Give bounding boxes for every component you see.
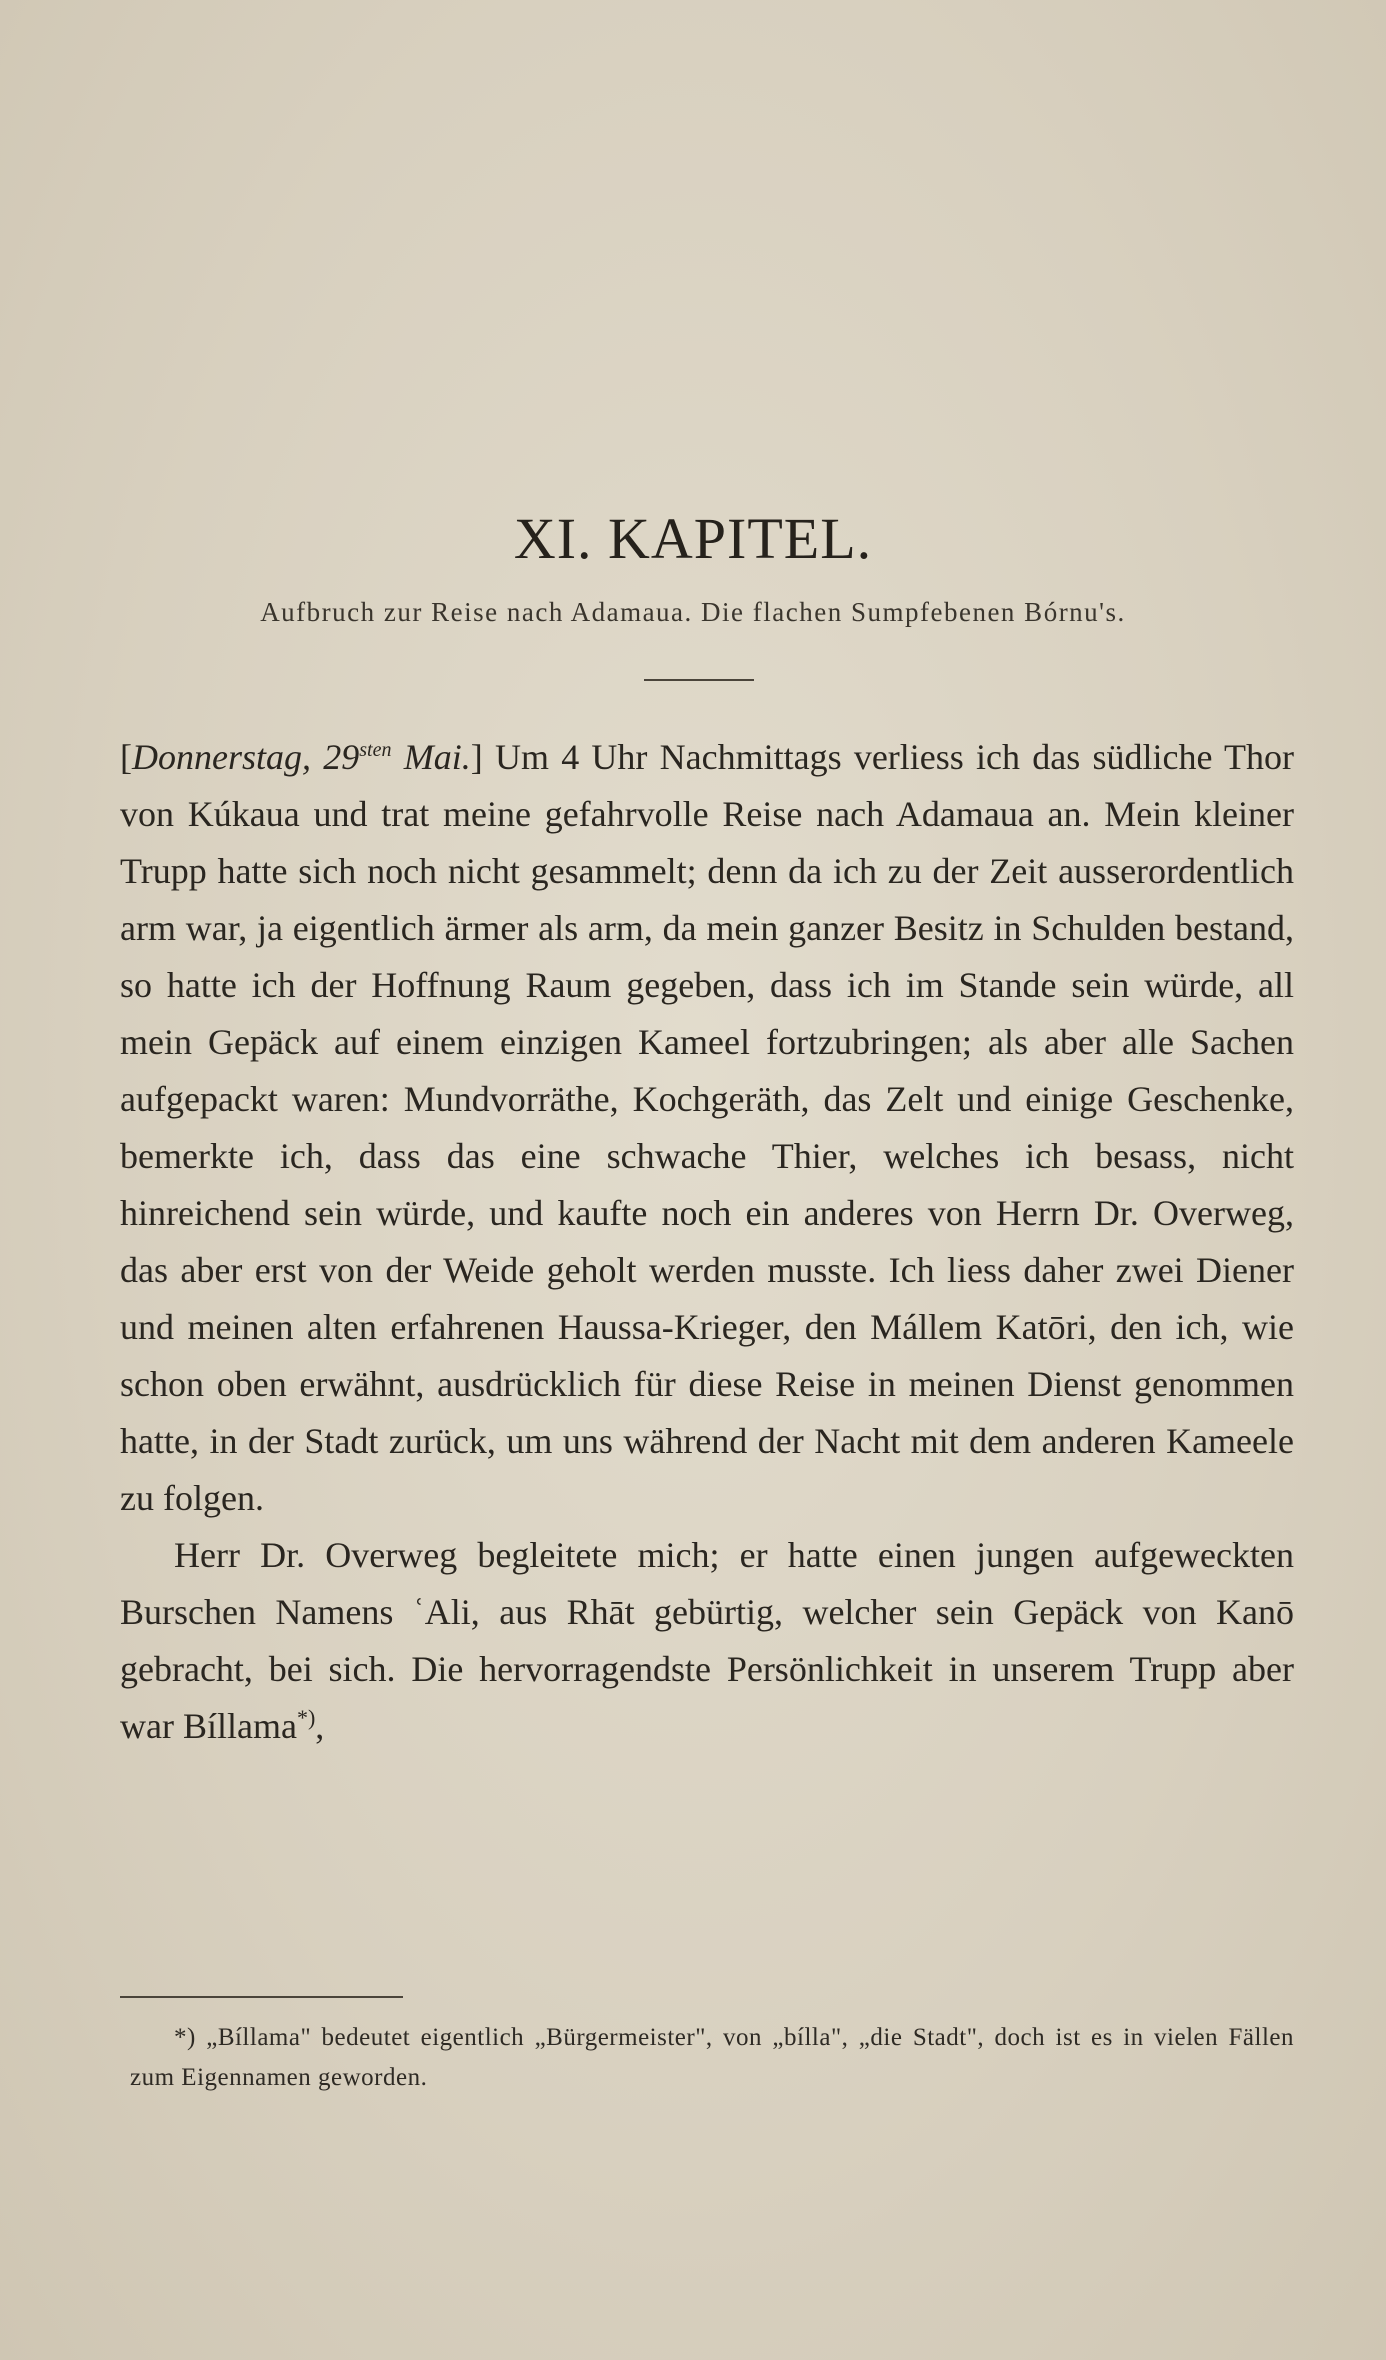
chapter-subtitle: Aufbruch zur Reise nach Adamaua. Die flachen Sumpfebenen Bórnu's. xyxy=(260,597,1126,627)
footnote-divider xyxy=(120,1996,403,1998)
dateline-number: 29 xyxy=(323,737,360,777)
footnote-text: „Bíllama" bedeutet eigentlich „Bürgermeister", von „bílla", „die Stadt", doch ist es in vielen Fällen zum Eigennamen geworden. xyxy=(130,2024,1295,2091)
dateline xyxy=(132,737,471,777)
paragraph-2-text: Herr Dr. Overweg begleitete mich; er hatte einen jungen aufgeweckten Burschen Namens ʿAli, aus Rhāt gebürtig, welcher sein Gepäck von Kanō gebracht, bei sich. Die hervorragendste Persönlichkeit in unserem Trupp aber war Bíllama xyxy=(120,1535,1294,1746)
footnote-reference: *) xyxy=(296,1705,316,1730)
body-text xyxy=(120,722,1294,1755)
paragraph-1: [Donnerstag, $29^{sten}$ Mai.] Um 4 Uhr Nachmittags verliess ich das südliche Thor von Kúkaua und trat meine gefahrvolle Reise nach Adamaua an. Mein kleiner Trupp hatte sich noch nicht gesammelt; denn da ich zu der Zeit ausserordentlich arm war, ja eigentlich ärmer als arm, da mein ganzer Besitz in Schulden bestand, so hatte ich der Hoffnung Raum gegeben, dass ich im Stande sein würde, all mein Gepäck auf einem einzigen Kameel fortzubringen; als aber alle Sachen aufgepackt waren: Mundvorräthe, Kochgeräth, das Zelt und einige Geschenke, bemerkte ich, dass das eine schwache Thier, welches ich besass, nicht hinreichend sein würde, und kaufte noch ein anderes von Herrn Dr. Overweg, das aber erst von der Weide geholt werden musste. Ich liess daher zwei Diener und meinen alten erfahrenen Haussa-Krieger, den Mállem Katōri, den ich, wie schon oben erwähnt, ausdrücklich für diese Reise in meinen Dienst genommen hatte, in der Stadt zurück, um uns während der Nacht mit dem anderen Kameele zu folgen. xyxy=(120,737,1295,1518)
footnote xyxy=(130,2018,1294,2098)
dateline-month: Mai. xyxy=(403,737,471,777)
dateline-suffix: sten xyxy=(359,739,392,761)
chapter-title: XI. KAPITEL. xyxy=(513,506,873,571)
paragraph-1-text: Um 4 Uhr Nachmittags verliess ich das südliche Thor von Kúkaua und trat meine gefahrvolle Reise nach Adamaua an. Mein kleiner Trupp hatte sich noch nicht gesammelt; denn da ich zu der Zeit ausserordentlich arm war, ja eigentlich ärmer als arm, da mein ganzer Besitz in Schulden bestand, so hatte ich der Hoffnung Raum gegeben, dass ich im Stande sein würde, all mein Gepäck auf einem einzigen Kameel fortzubringen; als aber alle Sachen aufgepackt waren: Mundvorräthe, Kochgeräth, das Zelt und einige Geschenke, bemerkte ich, dass das eine schwache Thier, welches ich besass, nicht hinreichend sein würde, und kaufte noch ein anderes von Herrn Dr. Overweg, das aber erst von der Weide geholt werden musste. Ich liess daher zwei Diener und meinen alten erfahrenen Haussa-Krieger, den Mállem Katōri, den ich, wie schon oben erwähnt, ausdrücklich für diese Reise in meinen Dienst genommen hatte, in der Stadt zurück, um uns während der Nacht mit dem anderen Kameele zu folgen. xyxy=(120,737,1295,1518)
dateline-day: Donnerstag, xyxy=(132,737,311,777)
footnote-marker: *) xyxy=(174,2024,196,2051)
paragraph-2 xyxy=(120,1527,1294,1755)
title-divider xyxy=(644,679,754,681)
paragraph-2-end: , xyxy=(315,1706,325,1746)
